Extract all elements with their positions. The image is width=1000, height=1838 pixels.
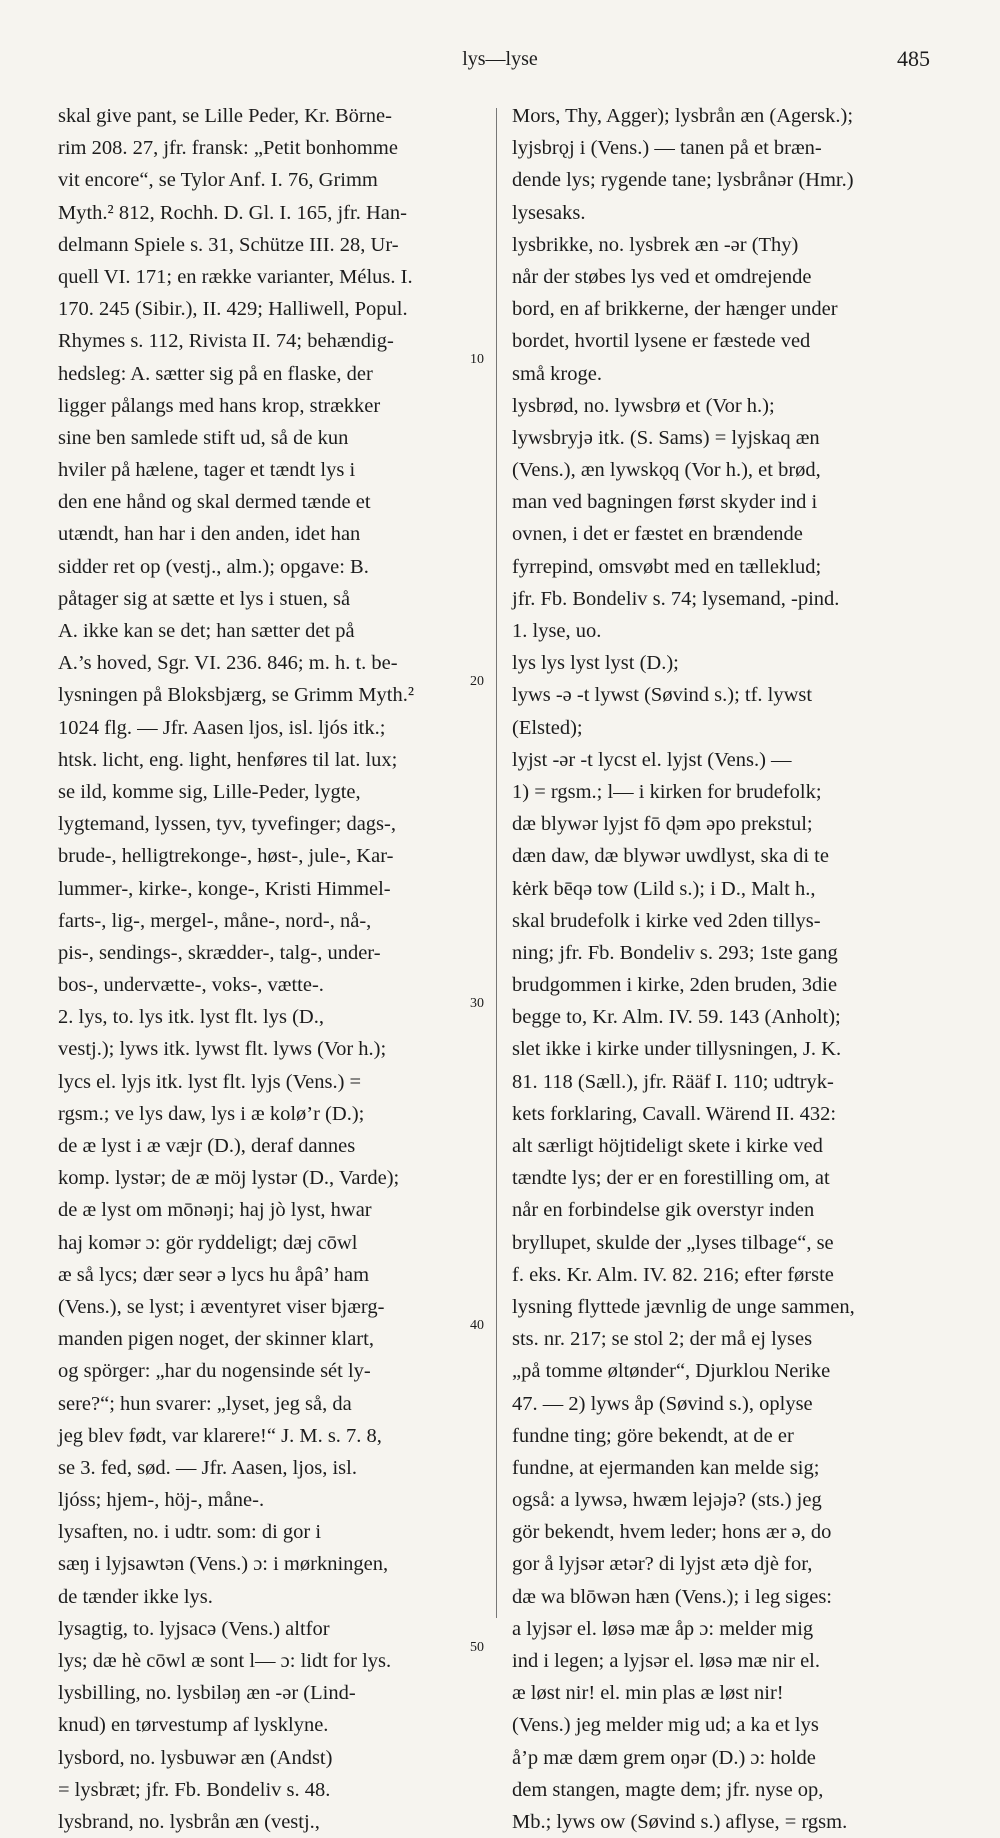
left-column-text-line: sine ben samlede stift ud, så de kun (58, 426, 349, 449)
column-divider (496, 108, 497, 1618)
right-column-text-line: når der støbes lys ved et omdrejende (512, 265, 812, 288)
left-column-text-line: de æ lyst i æ væjr (D.), deraf dannes (58, 1135, 356, 1157)
left-column-text-line: quell VI. 171; en række varianter, Mélus. I. (58, 265, 413, 288)
right-column-text-line: fyrrepind, omsvøbt med en tælleklud; (512, 555, 822, 578)
right-column-text-line: Mb.; lyws ow (Søvind s.) aflyse, = rgsm. (512, 1810, 848, 1833)
left-column-text-line: pis-, sendings-, skrædder-, talg-, under- (58, 941, 381, 964)
left-column-text-line: se 3. fed, sød. — Jfr. Aasen, ljos, isl. (58, 1456, 357, 1479)
right-column-text-line: lysbrød, no. lywsbrø et (Vor h.); (512, 394, 775, 417)
right-column-text-line: „på tomme øltønder“, Djurklou Nerike (512, 1360, 831, 1383)
right-column-text-line: 1) = rgsm.; l— i kirken for brudefolk; (512, 780, 822, 803)
left-column-text-line: bos-, undervætte-, voks-, vætte-. (58, 974, 324, 997)
right-column-text-line: bryllupet, skulde der „lyses tilbage“, se (512, 1231, 834, 1254)
right-column-text-line: dæ wa blōwən hæn (Vens.); i leg siges: (512, 1585, 832, 1608)
left-column-text-line: komp. lystər; de æ möj lystər (D., Varde); (58, 1167, 400, 1190)
right-column-text-line: ind i legen; a lyjsər el. løsə mæ nir el. (512, 1650, 821, 1672)
right-column-text-line: bordet, hvortil lysene er fæstede ved (512, 330, 811, 353)
right-column-text-line: slet ikke i kirke under tillysningen, J. K. (512, 1038, 842, 1061)
right-column-text-line: dem stangen, magte dem; jfr. nyse op, (512, 1778, 824, 1801)
left-column-text-line: ligger pålangs med hans krop, strækker (58, 394, 381, 417)
left-column-text-line: se ild, komme sig, Lille-Peder, lygte, (58, 780, 361, 803)
running-head: lys—lyse (462, 48, 538, 70)
left-column-text-line: hviler på hælene, tager et tændt lys i (58, 459, 356, 482)
left-column-text-line: sæŋ i lyjsawtən (Vens.) ɔ: i mørkningen, (58, 1553, 389, 1576)
right-column (512, 100, 942, 1838)
right-column-text-line: dæ blywər lyjst fō ɖəm əpo prekstul; (512, 813, 813, 836)
right-column-text-line: bord, en af brikkerne, der hænger under (512, 298, 838, 321)
right-column-text-line: lysning flyttede jævnlig de unge sammen, (512, 1295, 855, 1318)
left-column-text-line: lysaften, no. i udtr. som: di gor i (58, 1521, 322, 1544)
right-column-text-line: kėrk bēqə tow (Lild s.); i D., Malt h., (512, 877, 816, 900)
line-marker-50: 50 (470, 1640, 484, 1655)
left-column-text-line: lummer-, kirke-, konge-, Kristi Himmel- (58, 877, 391, 900)
line-marker-40: 40 (470, 1318, 484, 1333)
left-column-text-line: skal give pant, se Lille Peder, Kr. Börne- (58, 105, 392, 127)
left-column-text-line: farts-, lig-, mergel-, måne-, nord-, nå-, (58, 909, 372, 932)
right-column-text-line: lyjst -ər -t lycst el. lyjst (Vens.) — (512, 748, 792, 771)
left-column-text-line: 1024 flg. — Jfr. Aasen ljos, isl. ljós itk.; (58, 716, 386, 739)
left-column-text-line: sere?“; hun svarer: „lyset, jeg så, da (58, 1392, 352, 1415)
left-column-text-line: A. ikke kan se det; han sætter det på (58, 620, 355, 642)
left-column-text-line: lysningen på Bloksbjærg, se Grimm Myth.² (58, 684, 414, 707)
left-column-text-line: de tænder ikke lys. (58, 1585, 213, 1608)
left-column-text-line: lysbord, no. lysbuwər æn (Andst) (58, 1746, 333, 1769)
right-column-text-line: små kroge. (512, 362, 602, 385)
right-column-text-line: fundne, at ejermanden kan melde sig; (512, 1456, 820, 1479)
right-column-text-line: Mors, Thy, Agger); lysbrån æn (Agersk.); (512, 105, 854, 127)
right-column-text-line: dende lys; rygende tane; lysbrånər (Hmr.) (512, 169, 854, 192)
right-column-text-line: alt særligt höjtideligt skete i kirke ved (512, 1135, 823, 1157)
left-column-text-line: ljóss; hjem-, höj-, måne-. (58, 1489, 265, 1512)
left-column-text-line: æ så lycs; dær seər ə lycs hu åpâ’ ham (58, 1263, 370, 1286)
right-column-text-line: fundne ting; göre bekendt, at de er (512, 1424, 794, 1447)
right-column-text-line: æ løst nir! el. min plas æ løst nir! (512, 1682, 784, 1705)
right-column-text-line: også: a lywsə, hwæm lejəjə? (sts.) jeg (512, 1489, 822, 1512)
right-column-text-line: (Vens.) jeg melder mig ud; a ka et lys (512, 1714, 819, 1737)
right-column-text-line: ovnen, i det er fæstet en brændende (512, 523, 803, 546)
left-column-text-line: delmann Spiele s. 31, Schütze III. 28, Ur- (58, 233, 399, 256)
right-column-text-line: man ved bagningen først skyder ind i (512, 491, 818, 514)
left-column-text-line: brude-, helligtrekonge-, høst-, jule-, Kar- (58, 845, 394, 868)
left-column-text-line: 2. lys, to. lys itk. lyst flt. lys (D., (58, 1006, 324, 1029)
left-column-text-line: Rhymes s. 112, Rivista II. 74; behændig- (58, 330, 394, 353)
right-column-text-line: lysbrikke, no. lysbrek æn -ər (Thy) (512, 233, 799, 256)
left-column-text-line: lysbrand, no. lysbrån æn (vestj., (58, 1810, 320, 1833)
left-column-text-line: de æ lyst om mōnəŋi; haj jò lyst, hwar (58, 1199, 372, 1222)
left-column-text-line: vestj.); lyws itk. lywst flt. lyws (Vor h.); (58, 1038, 387, 1061)
left-column-text-line: rgsm.; ve lys daw, lys i æ kolø’r (D.); (58, 1102, 365, 1125)
left-column-text-line: A.’s hoved, Sgr. VI. 236. 846; m. h. t. be- (58, 652, 398, 675)
line-marker-20: 20 (470, 674, 484, 689)
right-column-text-line: dæn daw, dæ blywər uwdlyst, ska di te (512, 845, 829, 868)
right-column-text-line: når en forbindelse gik overstyr inden (512, 1199, 815, 1222)
right-column-text-line: jfr. Fb. Bondeliv s. 74; lysemand, -pind. (512, 587, 840, 610)
right-column-text-line: f. eks. Kr. Alm. IV. 82. 216; efter første (512, 1263, 834, 1286)
left-column-text-line: 170. 245 (Sibir.), II. 429; Halliwell, Popul. (58, 298, 408, 321)
page-number: 485 (897, 46, 930, 71)
left-column-text-line: manden pigen noget, der skinner klart, (58, 1328, 374, 1351)
left-column-text-line: hedsleg: A. sætter sig på en flaske, der (58, 362, 373, 385)
left-column-text-line: påtager sig at sætte et lys i stuen, så (58, 587, 351, 610)
left-column-text-line: vit encore“, se Tylor Anf. I. 76, Grimm (58, 169, 378, 192)
left-column-text-line: lycs el. lyjs itk. lyst flt. lyjs (Vens.) = (58, 1070, 362, 1093)
right-column-text-line: (Vens.), æn lywskǫq (Vor h.), et brød, (512, 459, 821, 482)
left-column-text-line: (Vens.), se lyst; i æventyret viser bjærg- (58, 1295, 385, 1318)
left-column-text-line: utændt, han har i den anden, idet han (58, 523, 361, 546)
right-column-text-line: skal brudefolk i kirke ved 2den tillys- (512, 909, 821, 932)
right-column-text-line: 81. 118 (Sæll.), jfr. Rääf I. 110; udtryk- (512, 1070, 834, 1093)
left-column-text-line: lygtemand, lyssen, tyv, tyvefinger; dags-, (58, 813, 396, 836)
right-column-text-line: begge to, Kr. Alm. IV. 59. 143 (Anholt); (512, 1006, 841, 1029)
left-column-text-line: Myth.² 812, Rochh. D. Gl. I. 165, jfr. Han- (58, 201, 407, 224)
right-column-text-line: ning; jfr. Fb. Bondeliv s. 293; 1ste gang (512, 941, 838, 964)
left-column-text-line: haj komər ɔ: gör ryddeligt; dæj cōwl (58, 1231, 358, 1254)
left-column-text-line: lysagtig, to. lyjsacə (Vens.) altfor (58, 1617, 330, 1640)
line-marker-30: 30 (470, 996, 484, 1011)
right-column-text-line: kets forklaring, Cavall. Wärend II. 432: (512, 1102, 837, 1125)
left-column-text-line: lys; dæ hè cōwl æ sont l— ɔ: lidt for lys. (58, 1650, 392, 1672)
left-column-text-line: og spörger: „har du nogensinde sét ly- (58, 1360, 371, 1383)
right-column-text-line: lyws -ə -t lywst (Søvind s.); tf. lywst (512, 684, 813, 707)
left-column-text-line: sidder ret op (vestj., alm.); opgave: B. (58, 555, 369, 578)
right-column-text-line: lys lys lyst lyst (D.); (512, 652, 679, 675)
left-column-text-line: = lysbræt; jfr. Fb. Bondeliv s. 48. (58, 1778, 331, 1801)
left-column-text-line: lysbilling, no. lysbiləŋ æn -ər (Lind- (58, 1682, 356, 1705)
left-column-text-line: den ene hånd og skal dermed tænde et (58, 491, 371, 514)
right-column-text-line: (Elsted); (512, 716, 583, 739)
right-column-text-line: å’p mæ dæm grem oŋər (D.) ɔ: holde (512, 1746, 816, 1769)
left-column-text-line: jeg blev født, var klarere!“ J. M. s. 7. 8, (58, 1424, 382, 1447)
left-column (58, 100, 490, 1838)
right-column-text-line: lysesaks. (512, 201, 586, 224)
line-marker-10: 10 (470, 352, 484, 367)
right-column-text-line: 47. — 2) lyws åp (Søvind s.), oplyse (512, 1392, 813, 1415)
right-column-text-line: a lyjsər el. løsə mæ åp ɔ: melder mig (512, 1617, 814, 1640)
right-column-text-line: gor å lyjsər ætər? di lyjst ætə djè for, (512, 1553, 813, 1576)
left-column-text-line: rim 208. 27, jfr. fransk: „Petit bonhomme (58, 137, 398, 160)
right-column-text-line: lyjsbrǫj i (Vens.) — tanen på et bræn- (512, 137, 822, 160)
right-column-text-line: gör bekendt, hvem leder; hons ær ə, do (512, 1521, 832, 1544)
left-column-text-line: knud) en tørvestump af lysklyne. (58, 1714, 329, 1737)
right-column-text-line: sts. nr. 217; se stol 2; der må ej lyses (512, 1328, 813, 1351)
right-column-text-line: tændte lys; der er en forestilling om, at (512, 1167, 830, 1190)
right-column-text-line: 1. lyse, uo. (512, 620, 602, 642)
right-column-text-line: brudgommen i kirke, 2den bruden, 3die (512, 974, 838, 997)
left-column-text-line: htsk. licht, eng. light, henføres til lat. lux; (58, 748, 398, 771)
right-column-text-line: lywsbryjə itk. (S. Sams) = lyjskaq æn (512, 426, 820, 449)
